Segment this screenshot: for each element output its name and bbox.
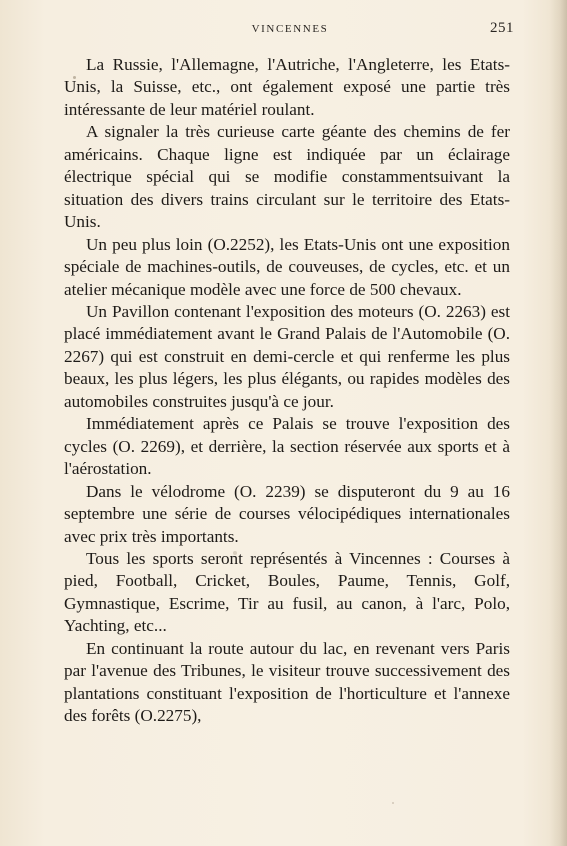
page-header	[66, 20, 514, 42]
page-edge-shadow	[549, 0, 567, 846]
paper-speck	[392, 802, 394, 804]
body-text	[64, 54, 510, 728]
running-title: VINCENNES	[251, 23, 329, 35]
paper-speck	[73, 76, 76, 79]
paragraph: La Russie, l'Allemagne, l'Autriche, l'Angleterre, les Etats-Unis, la Suisse, etc., ont également exposé une partie très intéressante de leur matériel roulant.	[64, 55, 510, 119]
paragraph: A signaler la très curieuse carte géante des chemins de fer américains. Chaque ligne est indiquée par un éclairage électrique spécial qui se modifie constammentsuivant la situation des divers trains circulant sur le territoire des Etats-Unis.	[64, 122, 510, 232]
paragraph: Tous les sports seront représentés à Vincennes : Courses à pied, Football, Cricket, Boules, Paume, Tennis, Golf, Gymnastique, Escrime, Tir au fusil, au canon, à l'arc, Polo, Yachting, etc...	[64, 548, 510, 636]
paper-speck	[233, 551, 237, 555]
paragraph: Dans le vélodrome (O. 2239) se disputeront du 9 au 16 septembre une série de courses vélocipédiques internationales avec prix très importants.	[64, 481, 510, 546]
paragraph: Immédiatement après ce Palais se trouve l'exposition des cycles (O. 2269), et derrière, la section réservée aux sports et à l'aérostation.	[64, 414, 510, 479]
paragraph: En continuant la route autour du lac, en revenant vers Paris par l'avenue des Tribunes, le visiteur trouve successivement des plantations constituant l'exposition de l'horticulture et l'annexe des forêts (O.2275),	[64, 638, 510, 726]
paragraph: Un Pavillon contenant l'exposition des moteurs (O. 2263) est placé immédiatement avant le Grand Palais de l'Automobile (O. 2267) qui est construit en demi-cercle et qui renferme les plus beaux, les plus légers, les plus élégants, ou rapides modèles des automobiles construites jusqu'à ce jour.	[64, 301, 510, 411]
paragraph: Un peu plus loin (O.2252), les Etats-Unis ont une exposition spéciale de machines-outils, de couveuses, de cycles, etc. et un atelier mécanique modèle avec une force de 500 chevaux.	[64, 234, 510, 299]
page-number: 251	[490, 20, 514, 36]
